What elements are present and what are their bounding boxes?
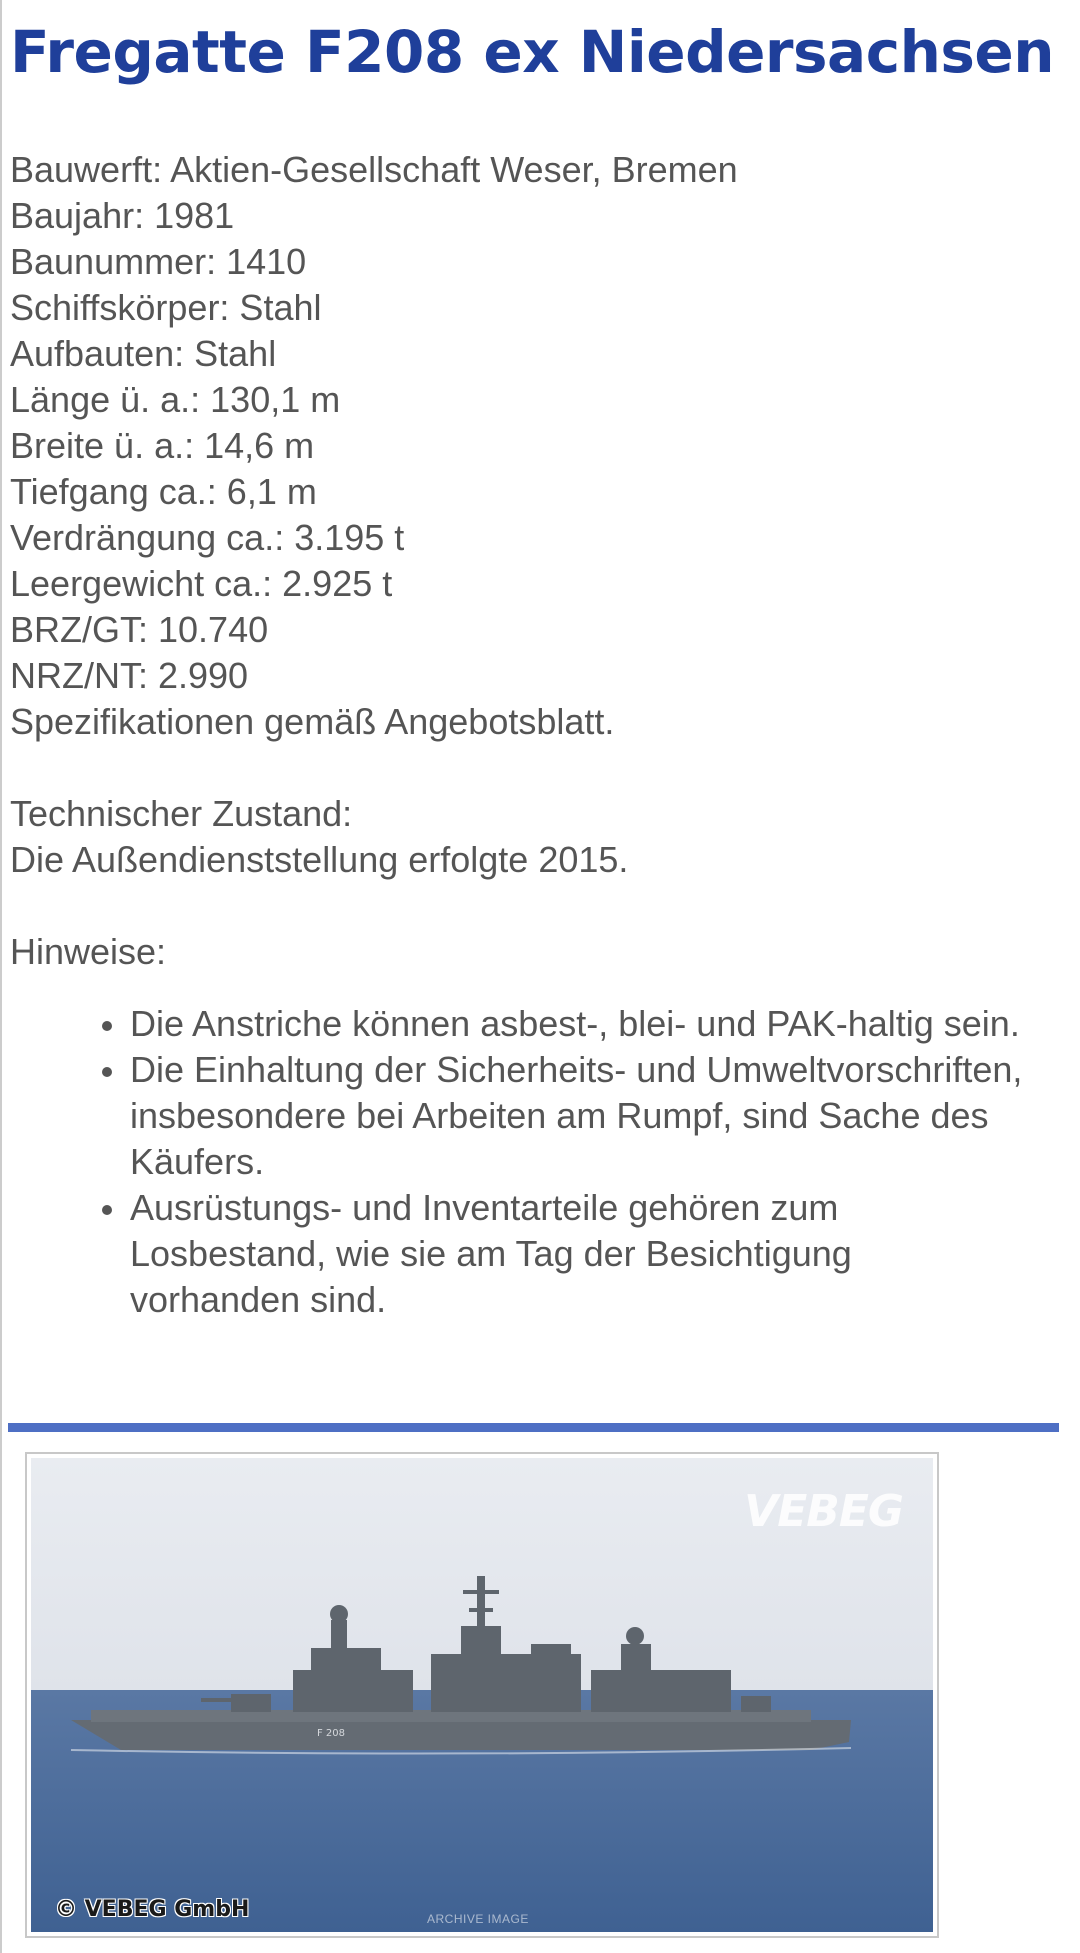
notes-heading: Hinweise: [10,931,167,972]
archive-image-label: ARCHIVE IMAGE [427,1912,529,1926]
vebeg-watermark: VEBEG [744,1486,903,1537]
spec-list [10,147,1070,975]
list-item: Die Einhaltung der Sicherheits- und Umweltvorschriften, insbesondere bei Arbeiten am Rumpf, sind Sache des Käufers. [130,1047,1030,1185]
copyright-label: © VEBEG GmbH [55,1897,250,1922]
condition-text: Die Außendienststellung erfolgte 2015. [10,839,629,880]
section-divider [8,1423,1059,1432]
spec-line: Tiefgang ca.: 6,1 m [10,471,317,512]
spec-line: Schiffskörper: Stahl [10,287,322,328]
spec-line: BRZ/GT: 10.740 [10,609,269,650]
ship-photo[interactable] [31,1458,933,1932]
spec-line: Baujahr: 1981 [10,195,235,236]
spec-line: Länge ü. a.: 130,1 m [10,379,341,420]
condition-heading: Technischer Zustand: [10,793,353,834]
spec-line: Baunummer: 1410 [10,241,307,282]
page-content [10,0,1070,1323]
ship-photo-frame[interactable] [25,1452,939,1938]
spec-line: Spezifikationen gemäß Angebotsblatt. [10,701,615,742]
spec-line: Leergewicht ca.: 2.925 t [10,563,393,604]
left-border [0,0,2,1953]
notes-list [10,1001,1070,1323]
page-title: Fregatte F208 ex Niedersachsen [10,18,1055,86]
hull-number: F 208 [317,1728,346,1739]
spec-line: NRZ/NT: 2.990 [10,655,249,696]
list-item: Die Anstriche können asbest-, blei- und PAK-haltig sein. [130,1001,1030,1047]
list-item: Ausrüstungs- und Inventarteile gehören zum Losbestand, wie sie am Tag der Besichtigung vorhanden sind. [130,1185,1030,1323]
spec-line: Bauwerft: Aktien-Gesellschaft Weser, Bremen [10,149,738,190]
spec-line: Breite ü. a.: 14,6 m [10,425,315,466]
spec-line: Aufbauten: Stahl [10,333,277,374]
spec-line: Verdrängung ca.: 3.195 t [10,517,405,558]
